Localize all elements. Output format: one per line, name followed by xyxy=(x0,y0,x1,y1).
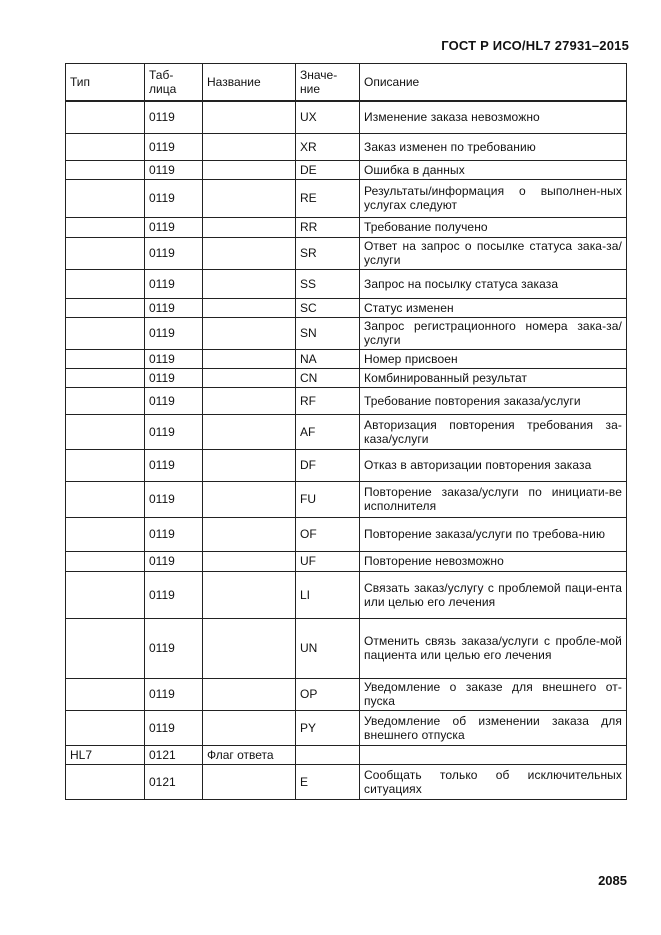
cell-table: 0119 xyxy=(145,298,203,317)
cell-table: 0119 xyxy=(145,449,203,481)
cell-name xyxy=(203,269,296,298)
table-row xyxy=(66,269,627,298)
table-row xyxy=(66,179,627,217)
cell-type xyxy=(66,481,145,517)
cell-description: Запрос на посылку статуса заказа xyxy=(360,269,627,298)
cell-type xyxy=(66,368,145,387)
cell-description: Связать заказ/услугу с проблемой паци-ента или целью его лечения xyxy=(360,571,627,618)
cell-description: Повторение заказа/услуги по инициати-ве исполнителя xyxy=(360,481,627,517)
table-row xyxy=(66,349,627,368)
cell-name xyxy=(203,481,296,517)
cell-name xyxy=(203,387,296,414)
cell-table: 0119 xyxy=(145,133,203,160)
cell-name xyxy=(203,179,296,217)
cell-table: 0119 xyxy=(145,678,203,710)
cell-value: FU xyxy=(296,481,360,517)
cell-name xyxy=(203,551,296,571)
cell-name xyxy=(203,368,296,387)
cell-table: 0119 xyxy=(145,387,203,414)
cell-value: SN xyxy=(296,317,360,349)
cell-table: 0119 xyxy=(145,368,203,387)
cell-type xyxy=(66,237,145,269)
cell-type xyxy=(66,387,145,414)
cell-value: DF xyxy=(296,449,360,481)
cell-description: Ответ на запрос о посылке статуса зака-за/услуги xyxy=(360,237,627,269)
cell-name xyxy=(203,449,296,481)
cell-type xyxy=(66,414,145,449)
cell-type xyxy=(66,710,145,745)
cell-table: 0119 xyxy=(145,618,203,678)
cell-table: 0119 xyxy=(145,160,203,179)
cell-description: Изменение заказа невозможно xyxy=(360,101,627,133)
cell-name xyxy=(203,764,296,799)
cell-table: 0121 xyxy=(145,764,203,799)
cell-type xyxy=(66,678,145,710)
cell-type xyxy=(66,551,145,571)
table-row xyxy=(66,449,627,481)
table-row xyxy=(66,618,627,678)
table-row xyxy=(66,517,627,551)
cell-description: Сообщать только об исключительных ситуациях xyxy=(360,764,627,799)
cell-name: Флаг ответа xyxy=(203,745,296,764)
cell-value: AF xyxy=(296,414,360,449)
cell-description: Запрос регистрационного номера зака-за/услуги xyxy=(360,317,627,349)
cell-table: 0119 xyxy=(145,481,203,517)
column-header-name: Название xyxy=(203,64,296,102)
cell-name xyxy=(203,678,296,710)
cell-description: Уведомление о заказе для внешнего от-пуска xyxy=(360,678,627,710)
cell-description xyxy=(360,745,627,764)
cell-description: Повторение заказа/услуги по требова-нию xyxy=(360,517,627,551)
cell-type xyxy=(66,349,145,368)
cell-description: Повторение невозможно xyxy=(360,551,627,571)
cell-value: CN xyxy=(296,368,360,387)
cell-type xyxy=(66,179,145,217)
table-row xyxy=(66,237,627,269)
cell-type xyxy=(66,449,145,481)
cell-name xyxy=(203,317,296,349)
cell-description: Требование повторения заказа/услуги xyxy=(360,387,627,414)
cell-name xyxy=(203,618,296,678)
cell-name xyxy=(203,160,296,179)
cell-table: 0119 xyxy=(145,349,203,368)
cell-name xyxy=(203,298,296,317)
cell-type xyxy=(66,618,145,678)
cell-value: UX xyxy=(296,101,360,133)
cell-description: Статус изменен xyxy=(360,298,627,317)
table-row xyxy=(66,101,627,133)
cell-value: RR xyxy=(296,217,360,237)
cell-table: 0119 xyxy=(145,517,203,551)
cell-table: 0119 xyxy=(145,710,203,745)
cell-name xyxy=(203,517,296,551)
column-header-description: Описание xyxy=(360,64,627,102)
table-row xyxy=(66,745,627,764)
cell-table: 0119 xyxy=(145,317,203,349)
cell-type xyxy=(66,571,145,618)
cell-name xyxy=(203,217,296,237)
cell-name xyxy=(203,101,296,133)
cell-table: 0119 xyxy=(145,414,203,449)
cell-value: LI xyxy=(296,571,360,618)
cell-description: Заказ изменен по требованию xyxy=(360,133,627,160)
cell-type xyxy=(66,298,145,317)
cell-description: Отказ в авторизации повторения заказа xyxy=(360,449,627,481)
cell-value: SS xyxy=(296,269,360,298)
table-row xyxy=(66,133,627,160)
cell-type xyxy=(66,160,145,179)
table-row xyxy=(66,414,627,449)
cell-value: RF xyxy=(296,387,360,414)
table-row xyxy=(66,481,627,517)
cell-description: Требование получено xyxy=(360,217,627,237)
cell-table: 0119 xyxy=(145,237,203,269)
cell-type xyxy=(66,517,145,551)
cell-type xyxy=(66,101,145,133)
document-header: ГОСТ Р ИСО/HL7 27931–2015 xyxy=(441,38,629,53)
table-row xyxy=(66,710,627,745)
cell-table: 0119 xyxy=(145,269,203,298)
cell-table: 0119 xyxy=(145,101,203,133)
cell-table: 0119 xyxy=(145,551,203,571)
cell-value: RE xyxy=(296,179,360,217)
cell-table: 0119 xyxy=(145,571,203,618)
column-header-type: Тип xyxy=(66,64,145,102)
table-row xyxy=(66,317,627,349)
cell-table: 0121 xyxy=(145,745,203,764)
cell-name xyxy=(203,571,296,618)
cell-name xyxy=(203,349,296,368)
cell-description: Уведомление об изменении заказа для внешнего отпуска xyxy=(360,710,627,745)
cell-value: OP xyxy=(296,678,360,710)
cell-name xyxy=(203,237,296,269)
cell-name xyxy=(203,133,296,160)
cell-value: SR xyxy=(296,237,360,269)
cell-value: PY xyxy=(296,710,360,745)
table-row xyxy=(66,298,627,317)
cell-value: E xyxy=(296,764,360,799)
cell-name xyxy=(203,710,296,745)
table-row xyxy=(66,387,627,414)
cell-name xyxy=(203,414,296,449)
cell-description: Ошибка в данных xyxy=(360,160,627,179)
table-row xyxy=(66,764,627,799)
cell-value xyxy=(296,745,360,764)
table-row xyxy=(66,551,627,571)
cell-value: SC xyxy=(296,298,360,317)
table-body xyxy=(66,101,627,799)
cell-type xyxy=(66,764,145,799)
cell-value: UF xyxy=(296,551,360,571)
cell-value: XR xyxy=(296,133,360,160)
cell-type xyxy=(66,133,145,160)
table-row xyxy=(66,217,627,237)
cell-type xyxy=(66,317,145,349)
cell-value: DE xyxy=(296,160,360,179)
codes-table xyxy=(65,63,627,800)
cell-description: Отменить связь заказа/услуги с пробле-мой пациента или целью его лечения xyxy=(360,618,627,678)
cell-type xyxy=(66,217,145,237)
cell-value: UN xyxy=(296,618,360,678)
cell-type xyxy=(66,269,145,298)
cell-table: 0119 xyxy=(145,217,203,237)
cell-value: OF xyxy=(296,517,360,551)
table-row xyxy=(66,368,627,387)
page-number: 2085 xyxy=(598,873,627,888)
table-row xyxy=(66,571,627,618)
table-row xyxy=(66,678,627,710)
cell-description: Комбинированный результат xyxy=(360,368,627,387)
cell-description: Результаты/информация о выполнен-ных услугах следуют xyxy=(360,179,627,217)
table-row xyxy=(66,160,627,179)
cell-description: Номер присвоен xyxy=(360,349,627,368)
table-header-row xyxy=(66,64,627,102)
column-header-value: Значе- ние xyxy=(296,64,360,102)
cell-type: HL7 xyxy=(66,745,145,764)
column-header-table: Таб- лица xyxy=(145,64,203,102)
cell-table: 0119 xyxy=(145,179,203,217)
cell-value: NA xyxy=(296,349,360,368)
cell-description: Авторизация повторения требования за-каза/услуги xyxy=(360,414,627,449)
